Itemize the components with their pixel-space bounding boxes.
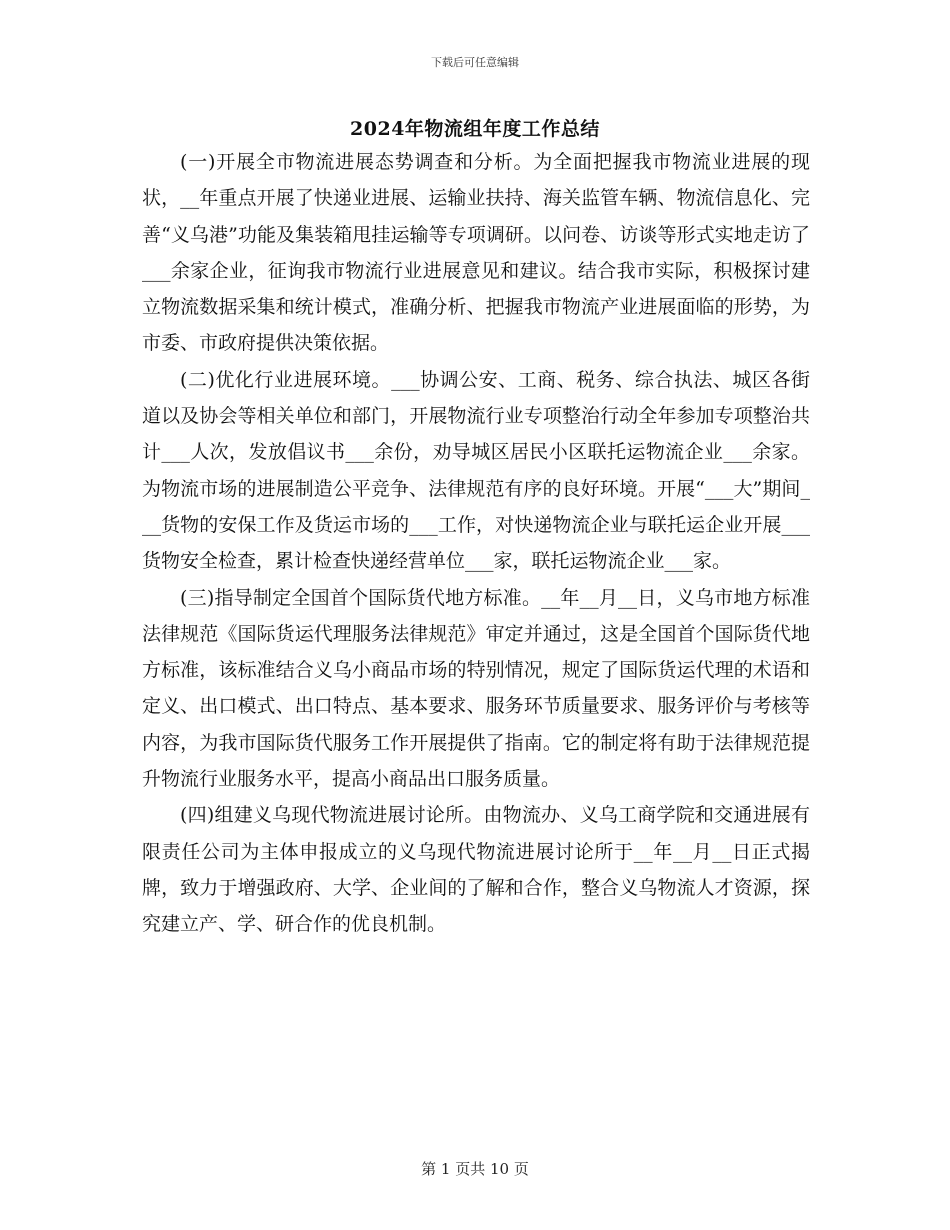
paragraph-2: (二)优化行业进展环境。___协调公安、工商、税务、综合执法、城区各街道以及协会等相关单位和部门，开展物流行业专项整治行动全年参加专项整治共计___人次，发放倡议书___余份，劝导城区居民小区联托运物流企业___余家。为物流市场的进展制造公平竞争、法律规范有序的良好环境。开展“___大”期间___货物的安保工作及货运市场的___工作，对快递物流企业与联托运企业开展___货物安全检查，累计检查快递经营单位___家，联托运物流企业___家。	[142, 368, 810, 573]
header-note: 下载后可任意编辑	[431, 56, 519, 69]
document-title: 2024年物流组年度工作总结	[350, 118, 600, 140]
paragraph-3: (三)指导制定全国首个国际货代地方标准。__年__月__日，义乌市地方标准法律规范《国际货运代理服务法律规范》审定并通过，这是全国首个国际货代地方标准，该标准结合义乌小商品市场的特别情况，规定了国际货运代理的术语和定义、出口模式、出口特点、基本要求、服务环节质量要求、服务评价与考核等内容，为我市国际货代服务工作开展提供了指南。它的制定将有助于法律规范提升物流行业服务水平，提高小商品出口服务质量。	[142, 586, 810, 791]
page-number: 第 1 页共 10 页	[421, 1160, 529, 1178]
paragraph-1: (一)开展全市物流进展态势调查和分析。为全面把握我市物流业进展的现状，__年重点开展了快递业进展、运输业扶持、海关监管车辆、物流信息化、完善“义乌港”功能及集装箱甩挂运输等专项调研。以问卷、访谈等形式实地走访了___余家企业，征询我市物流行业进展意见和建议。结合我市实际，积极探讨建立物流数据采集和统计模式，准确分析、把握我市物流产业进展面临的形势，为市委、市政府提供决策依据。	[142, 151, 810, 355]
document-body	[142, 144, 810, 943]
paragraph-4: (四)组建义乌现代物流进展讨论所。由物流办、义乌工商学院和交通进展有限责任公司为主体申报成立的义乌现代物流进展讨论所于__年__月__日正式揭牌，致力于增强政府、大学、企业间的了解和合作，整合义乌物流人才资源，探究建立产、学、研合作的优良机制。	[142, 804, 810, 936]
